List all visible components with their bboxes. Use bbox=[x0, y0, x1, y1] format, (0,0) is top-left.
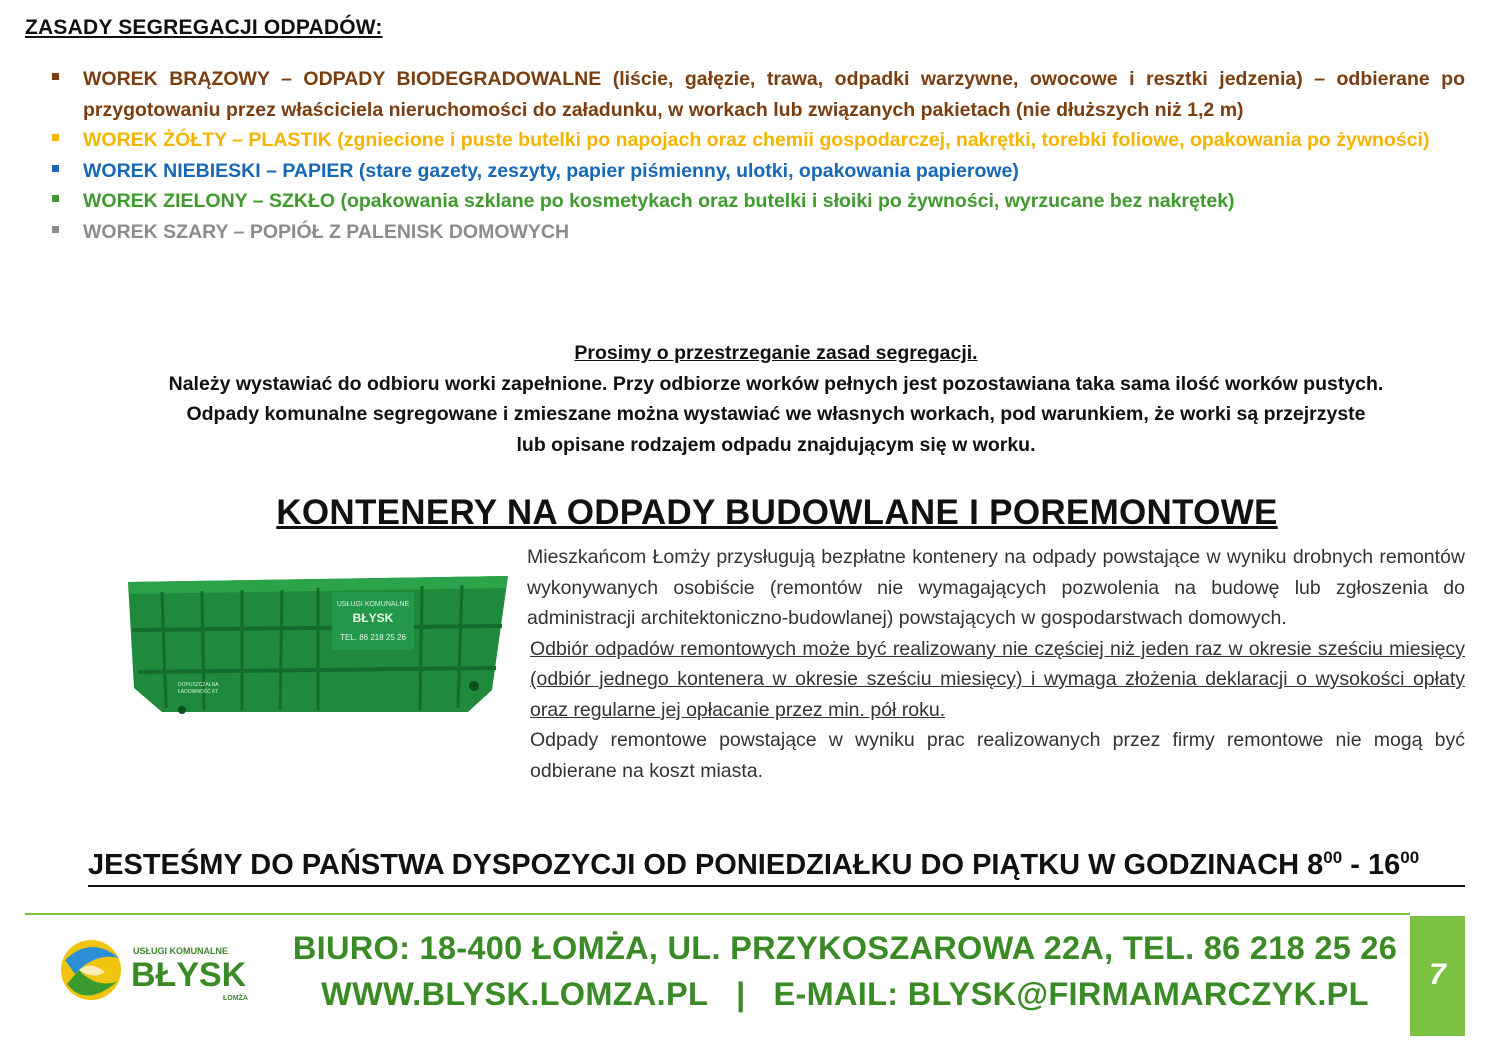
hours-sup: 00 bbox=[1400, 848, 1420, 867]
container-label-phone: TEL. 86 218 25 26 bbox=[340, 633, 406, 642]
containers-section-title: KONTENERY NA ODPADY BUDOWLANE I POREMONTOWE bbox=[276, 493, 1278, 532]
website-link[interactable]: WWW.BLYSK.LOMZA.PL bbox=[321, 976, 709, 1012]
footer-separator: | bbox=[736, 976, 746, 1012]
notice-line: Należy wystawiać do odbioru worki zapełnione. Przy odbiorze worków pełnych jest pozostawiana taka sama ilość worków pustych. bbox=[168, 372, 1384, 395]
page-heading: ZASADY SEGREGACJI ODPADÓW: bbox=[25, 16, 383, 39]
page-number: 7 bbox=[1429, 958, 1446, 991]
logo-small-text: USŁUGI KOMUNALNE bbox=[133, 946, 228, 956]
office-hours-banner bbox=[88, 845, 1465, 887]
footer-address: BIURO: 18-400 ŁOMŻA, UL. PRZYKOSZAROWA 22A, TEL. 86 218 25 26 bbox=[292, 930, 1398, 966]
rule-text: WOREK BRĄZOWY – ODPADY BIODEGRADOWALNE (liście, gałęzie, trawa, odpadki warzywne, owocowe i resztki jedzenia) – odbierane po przygotowaniu przez właściciela nieruchomości do załadunku, w workach lub związanych pakietach (nie dłuższych niż 1,2 m) bbox=[83, 68, 1465, 121]
notice-title: Prosimy o przestrzeganie zasad segregacji. bbox=[574, 342, 978, 364]
email-link[interactable]: E-MAIL: BLYSK@FIRMAMARCZYK.PL bbox=[773, 976, 1369, 1012]
square-bullet-icon bbox=[52, 195, 59, 202]
container-label-capacity-1: DOPUSZCZALNA bbox=[178, 682, 219, 688]
footer-divider bbox=[25, 913, 1410, 915]
containers-paragraph: Mieszkańcom Łomży przysługują bezpłatne kontenery na odpady powstające w wyniku drobnych remontów wykonywanych osobiście (remontów nie wymagających pozwolenia na budowę lub zgłoszenia do administracji architektoniczno-budowlanej) powstających w gospodarstwach domowych. bbox=[527, 546, 1465, 629]
rule-green-bag bbox=[50, 186, 1465, 217]
notice-line: Odpady komunalne segregowane i zmieszane można wystawiać we własnych workach, pod warunkiem, że worki są przejrzyste bbox=[186, 403, 1366, 425]
rule-blue-bag bbox=[50, 156, 1465, 187]
square-bullet-icon bbox=[52, 73, 59, 80]
square-bullet-icon bbox=[52, 165, 59, 172]
hours-sup: 00 bbox=[1323, 848, 1343, 867]
container-label-small: USŁUGI KOMUNALNE bbox=[336, 601, 410, 608]
rule-text: WOREK NIEBIESKI – PAPIER (stare gazety, zeszyty, papier piśmienny, ulotki, opakowania papierowe) bbox=[83, 159, 1019, 182]
rule-brown-bag bbox=[50, 64, 1465, 125]
hours-dash: - 16 bbox=[1342, 849, 1401, 881]
footer-contact bbox=[270, 976, 1420, 1013]
logo-city-text: ŁOMŻA bbox=[223, 995, 248, 1002]
container-label-capacity-2: ŁADOWNOŚĆ 6T bbox=[178, 689, 219, 695]
segregation-notice bbox=[60, 338, 1492, 460]
rule-text: WOREK SZARY – POPIÓŁ Z PALENISK DOMOWYCH bbox=[83, 220, 570, 243]
container-image bbox=[122, 560, 514, 740]
containers-paragraph-underlined: Odbiór odpadów remontowych może być realizowany nie częściej niż jeden raz w okresie sześciu miesięcy (odbiór jednego kontenera w okresie sześciu miesięcy) i wymaga złożenia deklaracji o wysokości opłaty oraz regularne jej opłacanie przez min. pół roku. bbox=[530, 637, 1465, 721]
containers-paragraph: Odpady remontowe powstające w wyniku prac realizowanych przez firmy remontowe nie mogą być odbierane na koszt miasta. bbox=[530, 729, 1465, 782]
hours-text: JESTEŚMY DO PAŃSTWA DYSPOZYCJI OD PONIEDZIAŁKU DO PIĄTKU W GODZINACH 8 bbox=[88, 849, 1324, 881]
rule-text: WOREK ŻÓŁTY – PLASTIK (zgniecione i puste butelki po napojach oraz chemii gospodarczej, nakrętki, torebki foliowe, opakowania po żywności) bbox=[83, 129, 1430, 151]
blysk-logo bbox=[55, 930, 265, 1015]
rule-yellow-bag bbox=[50, 125, 1465, 156]
container-label-brand: BŁYSK bbox=[352, 611, 394, 625]
rule-gray-bag bbox=[50, 217, 1465, 248]
segregation-rules-list bbox=[50, 64, 1465, 247]
square-bullet-icon bbox=[52, 226, 59, 233]
rule-text: WOREK ZIELONY – SZKŁO (opakowania szklane po kosmetykach oraz butelki i słoiki po żywności, wyrzucane bez nakrętek) bbox=[83, 190, 1235, 212]
square-bullet-icon bbox=[52, 134, 59, 141]
notice-line: lub opisane rodzajem odpadu znajdującym się w worku. bbox=[516, 433, 1036, 456]
containers-description bbox=[527, 542, 1465, 786]
logo-brand-text: BŁYSK bbox=[131, 956, 247, 994]
